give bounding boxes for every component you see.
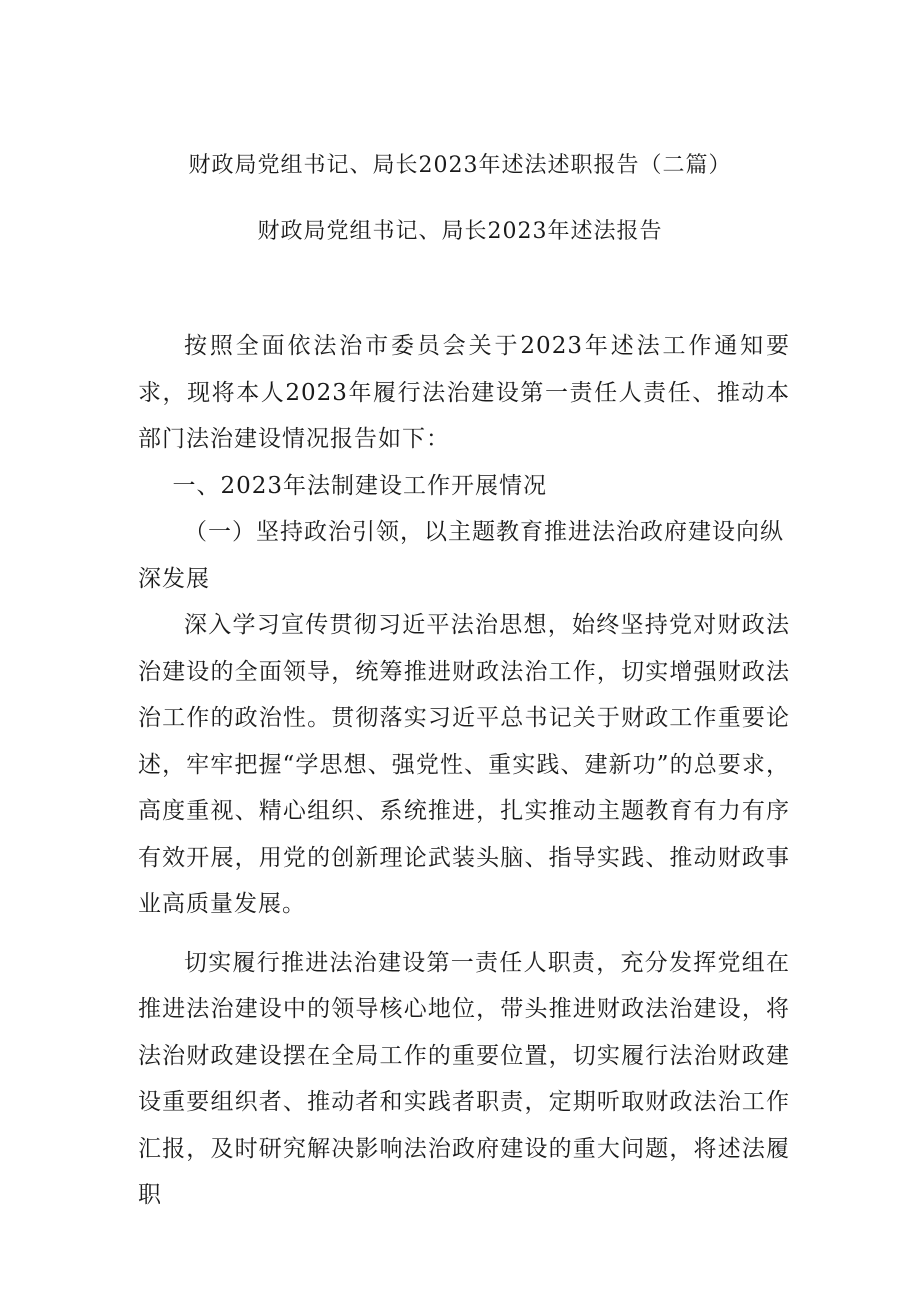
document-subtitle: 财政局党组书记、局长2023年述法报告: [257, 219, 663, 244]
body-paragraph: 深入学习宣传贯彻习近平法治思想，始终坚持党对财政法治建设的全面领导，统筹推进财政法治工作，切实增强财政法治工作的政治性。贯彻落实习近平总书记关于财政工作重要论述，牢牢把握“学思想、强党性、重实践、建新功”的总要求，高度重视、精心组织、系统推进，扎实推动主题教育有力有序有效开展，用党的创新理论武装头脑、指导实践、推动财政事业高质量发展。: [138, 612, 790, 917]
paragraph-spacer: [138, 928, 790, 940]
document-title: 财政局党组书记、局长2023年述法述职报告（二篇）: [188, 153, 732, 178]
section-heading: 一、2023年法制建设工作开展情况: [172, 472, 548, 499]
subsection-heading: （一）坚持政治引领，以主题教育推进法治政府建设向纵深发展: [138, 519, 784, 592]
document-body: [138, 323, 790, 1219]
body-paragraph: 切实履行推进法治建设第一责任人职责，充分发挥党组在推进法治建设中的领导核心地位，带头推进财政法治建设，将法治财政建设摆在全局工作的重要位置，切实履行法治财政建设重要组织者、推动者和实践者职责，定期听取财政法治工作汇报，及时研究解决影响法治政府建设的重大问题，将述法履职: [138, 949, 790, 1208]
intro-paragraph: 按照全面依法治市委员会关于2023年述法工作通知要求，现将本人2023年履行法治建设第一责任人责任、推动本部门法治建设情况报告如下：: [138, 333, 790, 452]
